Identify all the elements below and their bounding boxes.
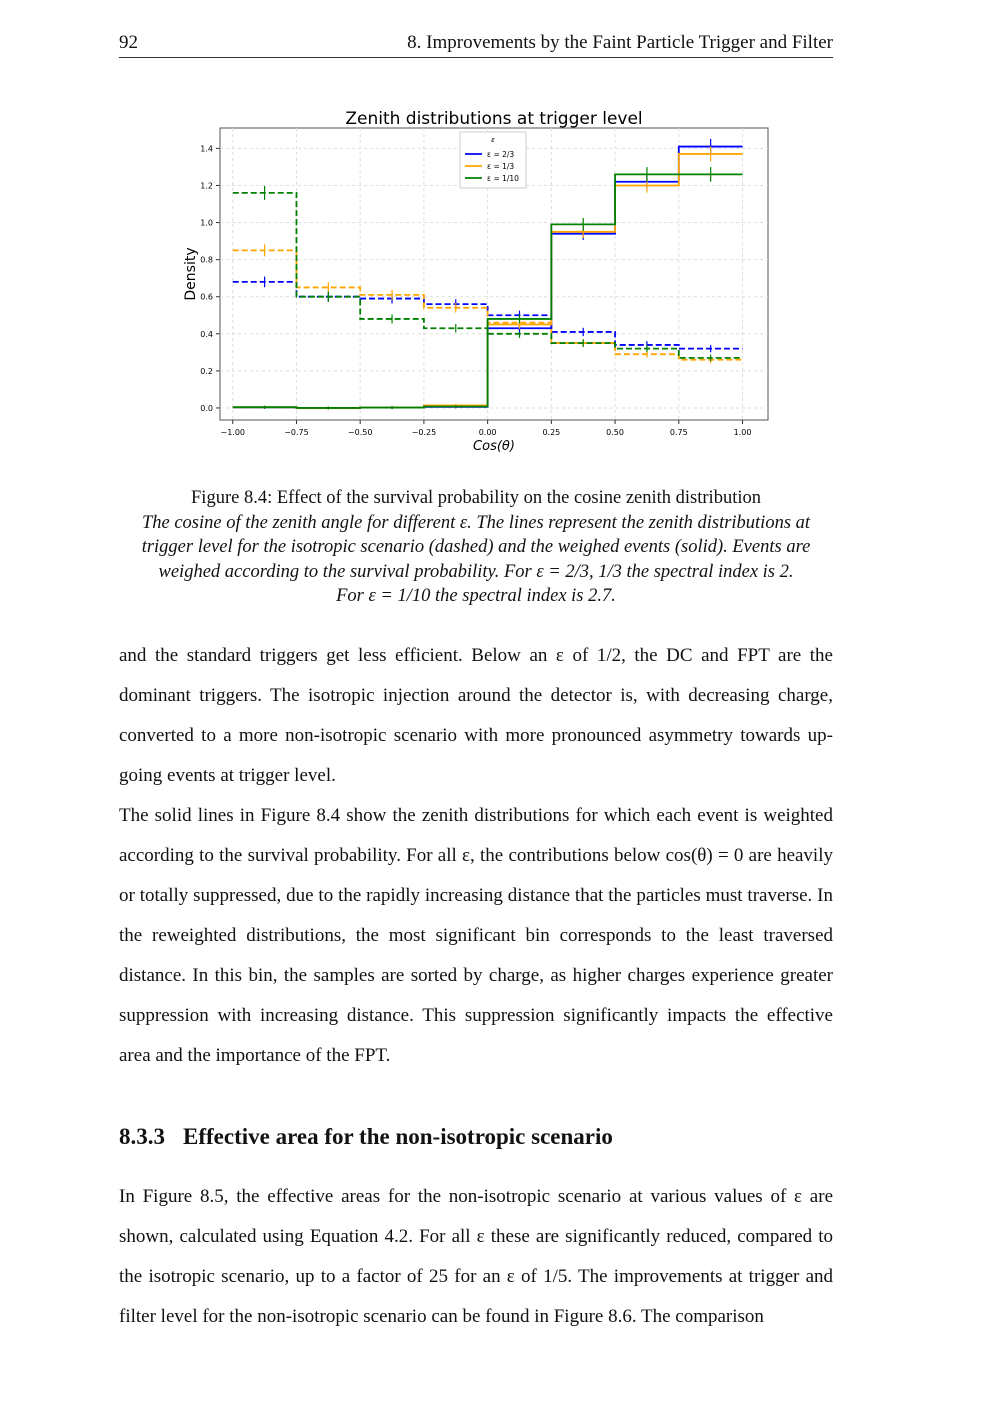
x-axis-label: Cos(θ) [473, 439, 515, 454]
section-title: Effective area for the non-isotropic scenario [183, 1124, 613, 1149]
running-header [119, 32, 833, 58]
y-axis-label: Density [183, 247, 199, 301]
body-text-2 [119, 1177, 833, 1337]
chapter-title: 8. Improvements by the Faint Particle Trigger and Filter [407, 32, 833, 53]
x-tick-label: −0.25 [411, 428, 437, 437]
legend-label: ε = 2/3 [487, 150, 515, 159]
x-tick-label: 0.50 [606, 428, 624, 437]
y-tick-label: 0.4 [200, 329, 213, 339]
x-tick-label: −0.50 [347, 428, 373, 437]
legend-label: ε = 1/3 [487, 162, 515, 171]
caption-line: The cosine of the zenith angle for different ε. The lines represent the zenith distributions at [141, 512, 811, 533]
x-tick-label: 0.75 [669, 428, 688, 437]
y-tick-label: 1.0 [200, 218, 213, 228]
body-text [119, 636, 833, 1076]
paragraph: In Figure 8.5, the effective areas for the non-isotropic scenario at various values of ε are shown, calculated using Equation 4.2. For all ε these are significantly reduced, compared to the isotropic scenario, up to a factor of 25 for an ε of 1/5. The improvements at trigger and filter level for the non-isotropic scenario can be found in Figure 8.6. The comparison [119, 1186, 833, 1327]
page-number: 92 [119, 32, 138, 53]
caption-line: weighed according to the survival probability. For ε = 2/3, 1/3 the spectral index is 2. [158, 561, 794, 582]
section-number: 8.3.3 [119, 1124, 165, 1149]
y-tick-label: 0.8 [200, 255, 213, 265]
x-tick-label: 0.25 [542, 428, 561, 437]
y-tick-label: 0.0 [200, 403, 213, 413]
zenith-chart [170, 100, 790, 460]
y-tick-label: 1.4 [200, 144, 213, 154]
x-tick-label: 0.00 [478, 428, 497, 437]
x-tick-label: 1.00 [733, 428, 752, 437]
caption-line: For ε = 1/10 the spectral index is 2.7. [336, 586, 616, 606]
legend-label: ε = 1/10 [487, 174, 519, 183]
caption-title: Figure 8.4: Effect of the survival probability on the cosine zenith distribution [191, 488, 761, 508]
y-tick-label: 0.6 [200, 292, 213, 302]
paragraph: and the standard triggers get less efficient. Below an ε of 1/2, the DC and FPT are the dominant triggers. The isotropic injection around the detector is, with decreasing charge, converted to a more non-isotropic scenario with more pronounced asymmetry towards up-going events at trigger level. [119, 645, 833, 786]
section-heading [119, 1124, 631, 1150]
caption-line: trigger level for the isotropic scenario (dashed) and the weighed events (solid). Events are [141, 537, 811, 557]
x-tick-label: −1.00 [220, 428, 246, 437]
x-tick-label: −0.75 [284, 428, 309, 437]
figure-caption [110, 486, 842, 609]
chart-title: Zenith distributions at trigger level [345, 109, 643, 129]
paragraph: The solid lines in Figure 8.4 show the zenith distributions for which each event is weighted according to the survival probability. For all ε, the contributions below cos(θ) = 0 are heavily or totally suppressed, due to the rapidly increasing distance that the particles must traverse. In the reweighted distributions, the most significant bin corresponds to the least traversed distance. In this bin, the samples are sorted by charge, as higher charges experience greater suppression with increasing distance. This suppression significantly impacts the effective area and the importance of the FPT. [119, 805, 833, 1066]
y-tick-label: 0.2 [200, 366, 213, 376]
y-tick-label: 1.2 [200, 181, 213, 191]
legend-title: ε [491, 136, 495, 144]
